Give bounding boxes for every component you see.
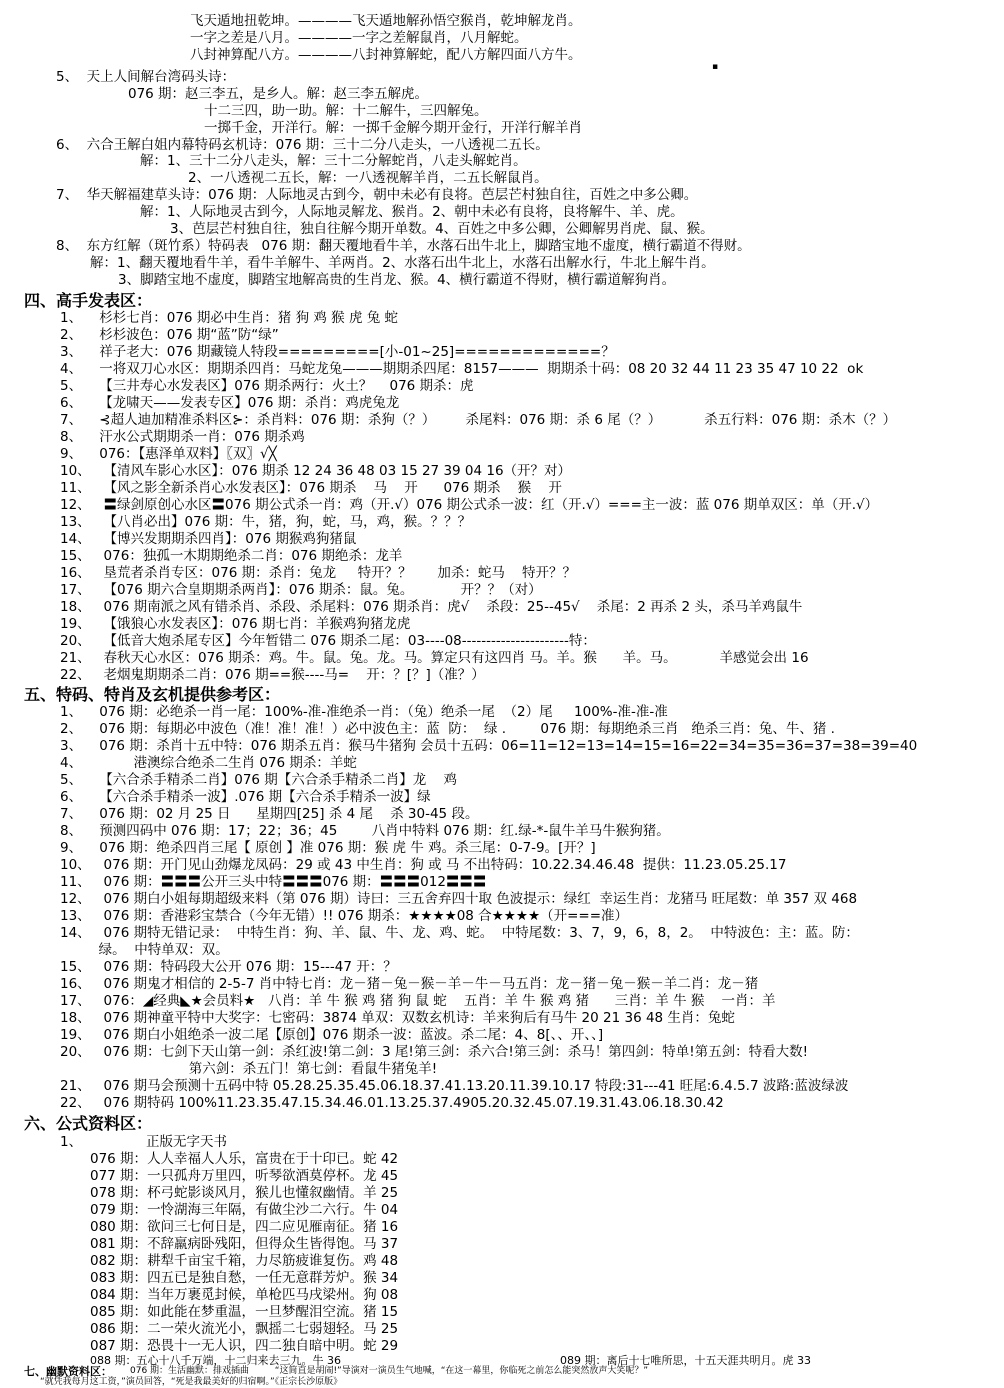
row-period: 084 期： [90, 1287, 148, 1303]
list-item: 12、 〓绿剑原创心水区〓076 期公式杀一肖：鸡（开.√）076 期公式杀一波：红（开.√）===主一波：蓝 076 期单双区：单（开.√） [60, 497, 879, 513]
list-item: 19、 076 期白小姐绝杀一波二尾【原创】076 期杀一波：蓝波。杀二尾：4、8[、、开、、] [60, 1027, 604, 1043]
row-result: 牛 36 [312, 1354, 341, 1367]
list-item: 10、 【清风车影心水区】：076 期杀 12 24 36 48 03 15 27 39 04 16（开？对） [60, 463, 572, 479]
list-item: 4、 一将双刀心水区：期期杀四肖：马蛇龙兔———期期杀四尾：8157——— 期期杀十码：08 20 32 44 11 23 35 47 10 22 ok [60, 361, 864, 377]
list-item: 2、 076 期：每期必中波色（准！准！准！）必中波色主：蓝 防： 绿 . 076 期：每期绝杀三肖 绝杀三肖：兔、牛、猪 . [60, 721, 835, 737]
list-item: 22、 076 期特码 100%11.23.35.47.15.34.46.01.13.25.37.4905.20.32.45.07.19.31.43.06.18.30.42 [60, 1095, 724, 1111]
row-result: 龙 45 [363, 1168, 399, 1184]
list-item: 3、 076 期：杀肖十五中特：076 期杀五肖：猴马牛猪狗 会员十五码：06=11=12=13=14=15=16=22=34=35=36=37=38=39=40 [60, 738, 918, 754]
row-verse-a: 杯弓蛇影谈风月， [147, 1185, 256, 1201]
row-verse-a: 二一荣火流光小， [147, 1321, 256, 1337]
list-item: 7、 ⊰超人迪加精准杀料区⊱：杀肖料：076 期：杀狗（？） 杀尾料：076 期：杀 6 尾（？） 杀五行料：076 期：杀木（？） [60, 412, 897, 428]
row-verse-a: 耕犁千亩宝千箱， [147, 1253, 256, 1269]
list-item: 4、 港澳综合绝杀二生肖 076 期杀：羊蛇 [60, 755, 357, 771]
text-line: 076 期：赵三李五，是乡人。解：赵三李五解虎。 [128, 86, 429, 102]
section-title: 五、特码、特肖及玄机提供参考区： [24, 685, 281, 704]
list-item: 15、 076：独孤一木期期绝杀二肖：076 期绝杀：龙羊 [60, 548, 403, 564]
list-item: 17、 【076 期六合皇期期杀两肖】：076 期杀：鼠。兔。 开？？（对） [60, 582, 542, 598]
row-verse-a: 欲问三七何日是， [147, 1219, 256, 1235]
text-line: 解：1、人际地灵古到今，人际地灵解龙、猴肖。2、朝中未必有良将，良将解牛、羊、虎。 [140, 204, 684, 220]
list-item: 3、 祥子老大：076 期藏镜人特段=========[小-01~25]=============？ [60, 344, 615, 360]
text-line: 十二三四，助一助。解：十二解牛，三四解兔。 [204, 103, 488, 119]
text-line: 3、脚踏宝地不虚度，脚踏宝地解高贵的生肖龙、猴。4、横行霸道不得财，横行霸道解狗肖。 [118, 272, 676, 288]
row-period: 085 期： [90, 1304, 148, 1320]
table-row [90, 1304, 398, 1321]
row-verse-a: 离后十七唯所思， [606, 1354, 695, 1367]
list-item: 5、 【三井寿心水发表区】076 期杀两行：火土？ 076 期杀：虎 [60, 378, 474, 394]
row-result: 马 37 [363, 1236, 399, 1252]
text-line: 飞天遁地扭乾坤。————飞天遁地解孙悟空猴肖，乾坤解龙肖。 [190, 13, 582, 29]
text-line: 7、 华天解福建草头诗：076 期：人际地灵古到今，朝中未必有良将。芭层芒村独自往，百姓之中多公卿。 [56, 187, 698, 203]
list-item: 7、 076 期：02 月 25 日 星期四[25] 杀 4 尾 杀 30-45 段。 [60, 806, 479, 822]
text-line: 一掷千金，开洋行。解：一掷千金解今期开金行，开洋行解羊肖 [204, 120, 582, 136]
table-row [90, 1236, 398, 1253]
text-line: 解：1、三十二分八走头，解：三十二分解蛇肖，八走头解蛇肖。 [140, 153, 527, 169]
list-item: 5、 【六合杀手精杀二肖】076 期【六合杀手精杀二肖】龙 鸡 [60, 772, 457, 788]
row-verse-a: 一只孤舟万里四， [147, 1168, 256, 1184]
row-period: 089 期： [560, 1354, 607, 1367]
row-result: 鸡 48 [363, 1253, 399, 1269]
list-item: 11、 【风之影全新杀肖心水发表区】：076 期杀 马 开 076 期杀 猴 开 [60, 480, 562, 496]
row-verse-a: 当年万裹觅封候， [147, 1287, 256, 1303]
list-item: 21、 春秋天心水区：076 期杀：鸡。牛。鼠。兔。龙。马。算定只有这四肖 马。羊。猴 羊。马。 羊感觉会出 16 [60, 650, 809, 666]
table-row [90, 1321, 398, 1338]
list-item: 16、 垦荒者杀肖专区：076 期：杀肖：兔龙 特开？？ 加杀：蛇马 特开？？ [60, 565, 576, 581]
list-item: 20、 【低音大炮杀尾专区】今年暂错二 076 期杀二尾：03----08----------------------特： [60, 633, 596, 649]
row-verse-a: 如此能在梦重温， [147, 1304, 256, 1320]
list-item: 21、 076 期马会预测十五码中特 05.28.25.35.45.06.18.37.41.13.20.11.39.10.17 特段:31---41 旺尾:6.4.5.7 波路:蓝波绿波 [60, 1078, 849, 1094]
row-verse-b: 十五天涯共明月。 [694, 1354, 783, 1367]
table-row [90, 1168, 398, 1185]
list-item: 13、 【八肖必出】076 期：牛，猪，狗，蛇，马，鸡，猴。？？？ [60, 514, 472, 530]
list-item: 8、 预测四码中 076 期：17；22；36；45 八肖中特料 076 期：红.绿-*-鼠牛羊马牛猴狗猪。 [60, 823, 670, 839]
list-item: 22、 老烟鬼期期杀二肖：076 期==猴----马= 开：？[？]（准？） [60, 667, 485, 683]
row-result: 蛇 42 [363, 1151, 399, 1167]
row-period: 081 期： [90, 1236, 148, 1252]
row-verse-b: 听琴欲酒莫停杯。 [255, 1168, 364, 1184]
row-verse-b: 四二应见雁南征。 [255, 1219, 364, 1235]
list-item: 6、 【龙啸天——发表专区】076 期：杀肖：鸡虎兔龙 [60, 395, 400, 411]
humor-line: 076 期：生活幽默：排戏插曲 “这简直是胡闹!”导演对一演员生气地喊，“在这一幕里，你临死之前怎么能突然放声大笑呢？” [130, 1366, 649, 1376]
list-item: 10、 076 期：开门见山劲爆龙凤码：29 或 43 中生肖：狗 或 马 不出特码：10.22.34.46.48 提供：11.23.05.25.17 [60, 857, 787, 873]
item-number: 1、 [60, 1134, 83, 1150]
scan-mark: ▪ [712, 62, 719, 72]
list-item: 18、 076 期神童平特中大奖字：七密码：3874 单双：双数玄机诗：羊来狗后有马牛 20 21 36 48 生肖：兔蛇 [60, 1010, 735, 1026]
row-period: 079 期： [90, 1202, 148, 1218]
list-item: 9、 076：【惠泽单双料】〖双〗√╳ [60, 446, 277, 462]
row-period: 078 期： [90, 1185, 148, 1201]
row-verse-b: 猴儿也懂叙幽情。 [255, 1185, 364, 1201]
list-item: 14、 076 期特无错记录： 中特生肖：狗、羊、鼠、牛、龙、鸡、蛇。 中特尾数：3、7，9，6，8，2。 中特波色：主：蓝。防： [60, 925, 859, 941]
row-period: 086 期： [90, 1321, 148, 1337]
list-item: 6、 【六合杀手精杀一波】.076 期【六合杀手精杀一波】绿 [60, 789, 431, 805]
row-verse-a: 恐畏十一无人识， [147, 1338, 256, 1354]
row-verse-b: 一旦梦醒泪空流。 [255, 1304, 364, 1320]
row-verse-a: 五心十八千万端， [136, 1354, 225, 1367]
row-verse-b: 一任无意群芳炉。 [255, 1270, 364, 1286]
list-item: 第六剑：杀五门！第七剑：看鼠牛猪兔羊! [60, 1061, 438, 1077]
section-title: 七、幽默资料区： [24, 1365, 112, 1378]
row-verse-b: 飘摇二七弱翅轻。 [255, 1321, 364, 1337]
table-row [90, 1253, 398, 1270]
row-verse-a: 四五已是独自愁， [147, 1270, 256, 1286]
list-item: 17、 076：◢经典◣★会员料★ 八肖：羊 牛 猴 鸡 猪 狗 鼠 蛇 五肖：羊 牛 猴 鸡 猪 三肖：羊 牛 猴 一肖：羊 [60, 993, 776, 1009]
row-period: 080 期： [90, 1219, 148, 1235]
text-line: 5、 天上人间解台湾码头诗： [56, 69, 236, 85]
text-line: 8、 东方红解（斑竹系）特码表 076 期：翻天覆地看牛羊，水落石出牛北上，脚踏宝地不虚度，横行霸道不得财。 [56, 238, 751, 254]
text-line: 解：1、翻天覆地看牛羊，看牛羊解牛、羊两肖。2、水落石出牛北上，水落石出解水行，牛北上解牛肖。 [90, 255, 715, 271]
row-verse-b: 但得众生皆得饱。 [255, 1236, 364, 1252]
row-period: 088 期： [90, 1354, 137, 1367]
list-item: 12、 076 期白小姐每期超级来料（第 076 期）诗曰：三五舍弃四十取 色波提示：绿红 幸运生肖：龙猪马 旺尾数：单 357 双 468 [60, 891, 858, 907]
list-item: 14、 【博兴发期期杀四肖】：076 期猴鸡狗猪鼠 [60, 531, 357, 547]
row-result: 羊 25 [363, 1185, 399, 1201]
list-item: 16、 076 期鬼才相信的 2-5-7 肖中特七肖：龙－猪－兔－猴－羊－牛－马五肖：龙－猪－兔－猴－羊二肖：龙－猪 [60, 976, 759, 992]
row-period: 077 期： [90, 1168, 148, 1184]
row-verse-b: 四二独自暗中明。 [255, 1338, 364, 1354]
row-result: 马 25 [363, 1321, 399, 1337]
row-verse-a: 一怜湖海三年隔， [147, 1202, 256, 1218]
row-verse-b: 十二归来去三九。 [224, 1354, 313, 1367]
row-verse-b: 单枪匹马戌梁州。 [255, 1287, 364, 1303]
list-item: 1、 杉杉七肖：076 期必中生肖：猪 狗 鸡 猴 虎 兔 蛇 [60, 310, 399, 326]
row-verse-b: 富贵在于十印已。 [255, 1151, 364, 1167]
table-row [90, 1151, 398, 1168]
list-item: 19、 【饿狼心水发表区】：076 期七肖：羊猴鸡狗猪龙虎 [60, 616, 411, 632]
list-item: 9、 076 期：绝杀四肖三尾【 原创 】准 076 期：猴 虎 牛 鸡。杀三尾：0-7-9。[开？] [60, 840, 596, 856]
text-line: 一字之差是八月。————一字之差解鼠肖，八月解蛇。 [190, 30, 528, 46]
row-result: 狗 08 [363, 1287, 399, 1303]
table-row [90, 1202, 398, 1219]
list-item: 绿。 中特单双：双。 [60, 942, 229, 958]
row-verse-b: 力尽筋疲谁复伤。 [255, 1253, 364, 1269]
section-title: 六、公式资料区： [24, 1114, 153, 1133]
list-item: 1、 076 期：必绝杀一肖一尾：100%-准-准绝杀一肖：（兔）绝杀一尾 （2）尾 100%-准-准-准 [60, 704, 668, 720]
row-verse-b: 有做尘沙二六行。 [255, 1202, 364, 1218]
row-period: 087 期： [90, 1338, 148, 1354]
table-row [90, 1185, 398, 1202]
row-period: 076 期： [90, 1151, 148, 1167]
table-row [90, 1270, 398, 1287]
humor-line: “就凭我每月这工资，”演员回答，“死是我最美好的归宿啊。”《正宗长沙原版》 [40, 1377, 343, 1387]
list-item: 8、 汗水公式期期杀一肖：076 期杀鸡 [60, 429, 305, 445]
list-item: 18、 076 期南派之风有错杀肖、杀段、杀尾料：076 期杀肖：虎√ 杀段：25--45√ 杀尾：2 再杀 2 头，杀马羊鸡鼠牛 [60, 599, 803, 615]
row-verse-a: 人人幸福人人乐， [147, 1151, 256, 1167]
row-result: 虎 33 [782, 1354, 811, 1367]
text-line: 八封神算配八方。————八封神算解蛇，配八方解四面八方牛。 [190, 47, 582, 63]
list-item: 20、 076 期：七剑下天山第一剑：杀红波!第二剑：3 尾!第三剑：杀六合!第三剑：杀马！第四剑：特单!第五剑：特看大数! [60, 1044, 809, 1060]
row-verse-a: 不辞羸病卧残阳， [147, 1236, 256, 1252]
row-result: 猪 16 [363, 1219, 399, 1235]
row-result: 猪 15 [363, 1304, 399, 1320]
row-result: 牛 04 [363, 1202, 399, 1218]
book-title: 正版无字天书 [146, 1134, 227, 1150]
table-row [90, 1219, 398, 1236]
row-result: 蛇 29 [363, 1338, 399, 1354]
table-row [90, 1287, 398, 1304]
text-line: 6、 六合王解白姐内幕特码玄机诗：076 期：三十二分八走头，一八透视二五长。 [56, 137, 549, 153]
list-item: 2、 杉杉波色：076 期“蓝”防“绿” [60, 327, 279, 343]
text-line: 3、芭层芒村独自往，独自往解今期开单数。4、百姓之中多公卿，公卿解男肖虎、鼠、猴。 [170, 221, 714, 237]
text-line: 2、一八透视二五长，解：一八透视解羊肖，二五长解鼠肖。 [188, 170, 548, 186]
row-period: 082 期： [90, 1253, 148, 1269]
row-result: 猴 34 [363, 1270, 399, 1286]
list-item: 13、 076 期：香港彩宝禁合（今年无错）!! 076 期杀：★★★★08 合★★★★（开===准） [60, 908, 629, 924]
row-period: 083 期： [90, 1270, 148, 1286]
section-title: 四、高手发表区： [24, 291, 153, 310]
list-item: 11、 076 期：〓〓〓公开三头中特〓〓〓076 期：〓〓〓012〓〓〓 [60, 874, 487, 890]
table-row [90, 1338, 398, 1355]
list-item: 15、 076 期：特码段大公开 076 期：15---47 开：？ [60, 959, 397, 975]
